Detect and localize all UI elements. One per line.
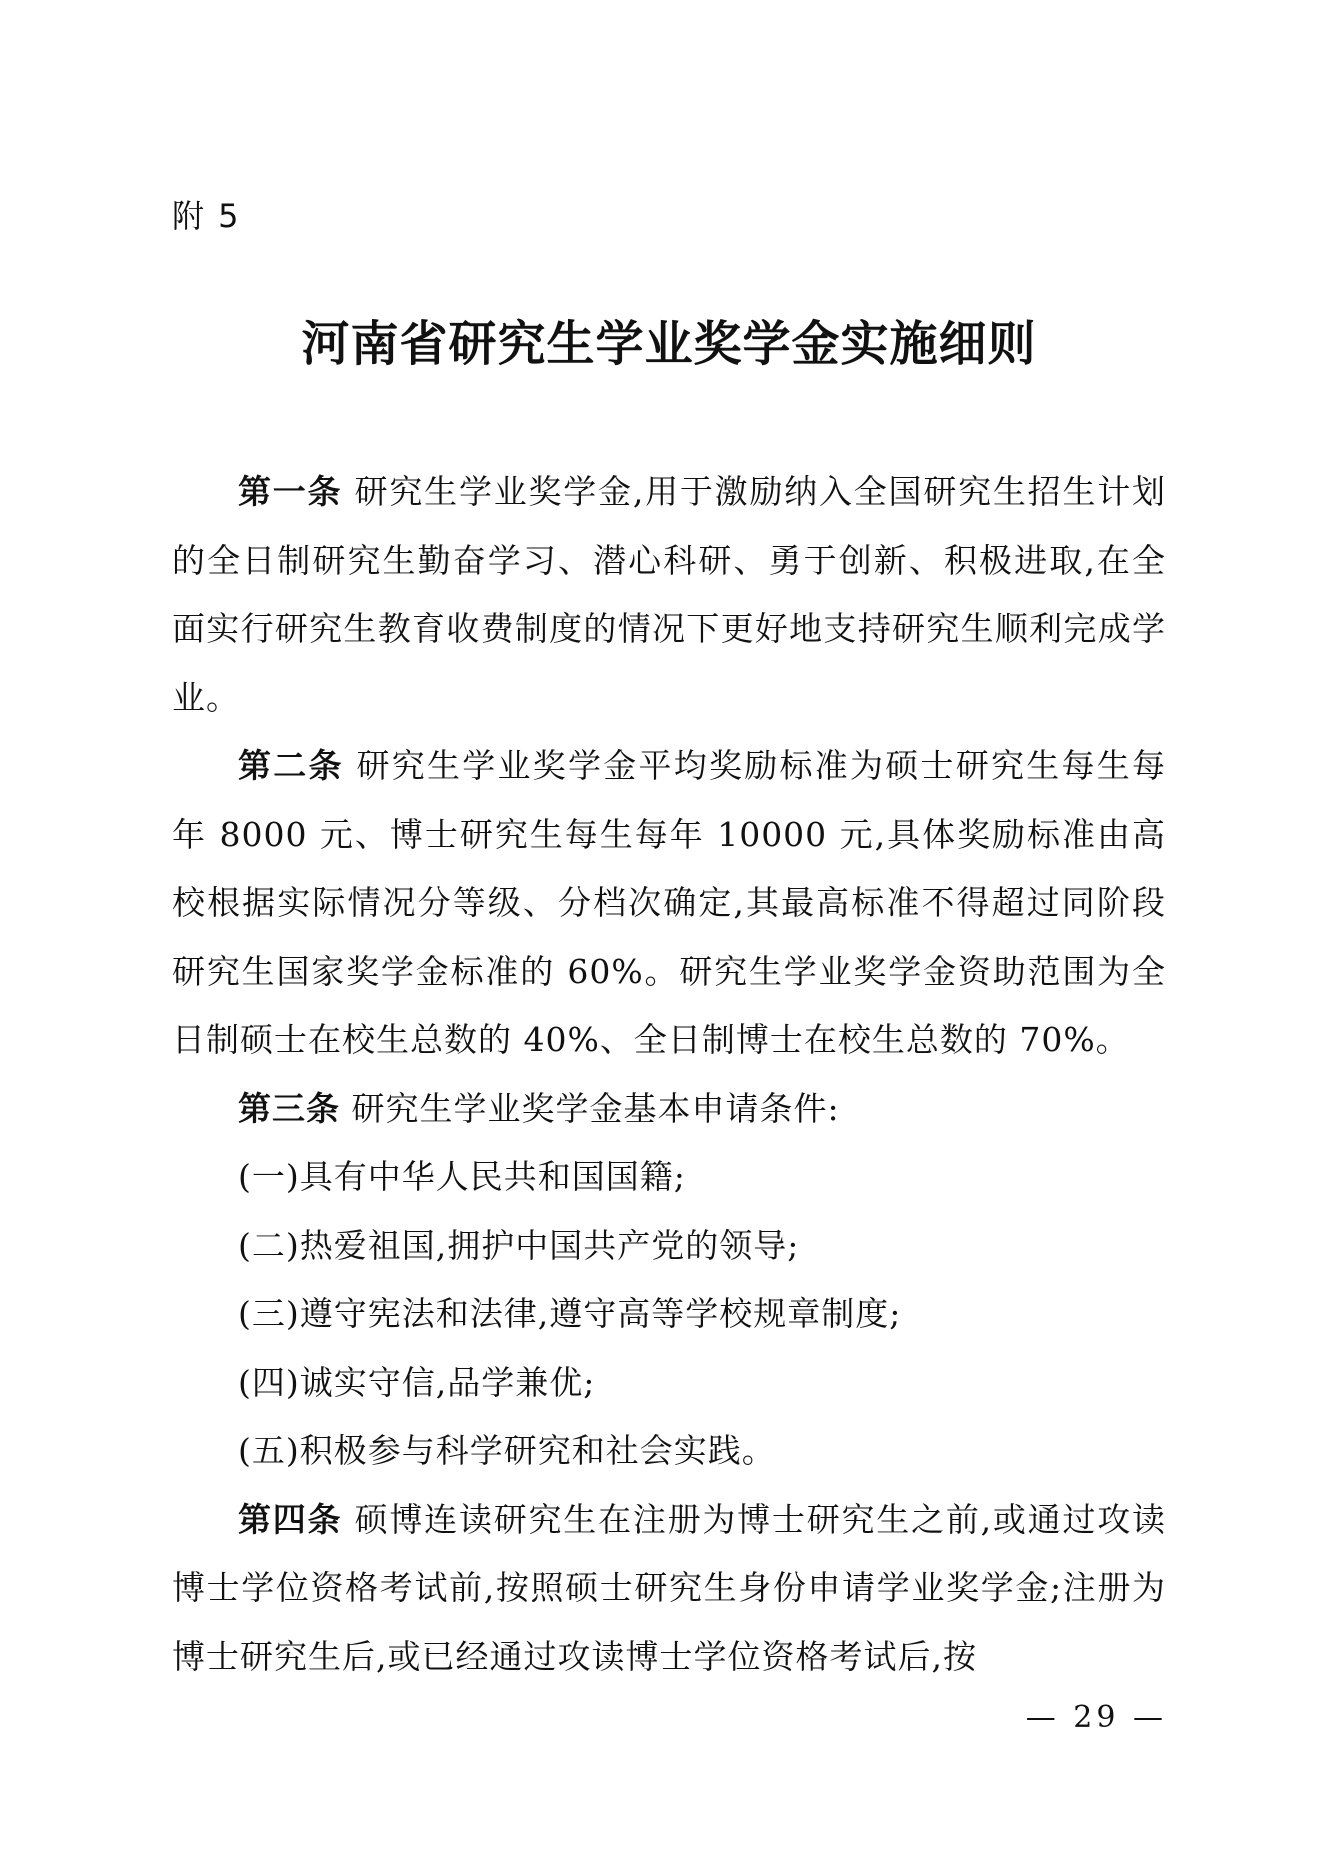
article-2-text: 研究生学业奖学金平均奖励标准为硕士研究生每生每年 8000 元、博士研究生每生每年 10000 元,具体奖励标准由高校根据实际情况分等级、分档次确定,其最高标准不得超过同阶段研究生国家奖学金标准的 60%。研究生学业奖学金资助范围为全日制硕士在校生总数的 40%、全日制博士在校生总数的 70%。 [172,746,1166,1059]
article-3 [172,1075,1166,1144]
article-4-label: 第四条 [238,1499,343,1539]
document-body [172,458,1166,1691]
condition-item-4: (四)诚实守信,品学兼优; [238,1362,596,1402]
condition-item-1: (一)具有中华人民共和国国籍; [238,1157,686,1196]
article-1-text: 研究生学业奖学金,用于激励纳入全国研究生招生计划的全日制研究生勤奋学习、潜心科研、勇于创新、积极进取,在全面实行研究生教育收费制度的情况下更好地支持研究生顺利完成学业。 [172,472,1167,717]
article-4 [172,1486,1166,1692]
article-1 [172,458,1166,732]
article-2 [172,732,1166,1075]
annex-label: 附 5 [172,197,241,235]
page-number: — 29 — [1025,1700,1167,1735]
condition-item-5: (五)积极参与科学研究和社会实践。 [238,1431,776,1470]
article-4-text: 硕博连读研究生在注册为博士研究生之前,或通过攻读博士学位资格考试前,按照硕士研究生身份申请学业奖学金;注册为博士研究生后,或已经通过攻读博士学位资格考试后,按 [172,1499,1167,1676]
condition-item-3: (三)遵守宪法和法律,遵守高等学校规章制度; [238,1294,902,1333]
article-1-label: 第一条 [238,472,343,511]
article-3-text: 研究生学业奖学金基本申请条件: [351,1088,840,1128]
document-title: 河南省研究生学业奖学金实施细则 [301,316,1037,372]
article-3-label: 第三条 [238,1088,340,1128]
condition-item-2: (二)热爱祖国,拥护中国共产党的领导; [238,1225,800,1265]
article-2-label: 第二条 [238,746,344,785]
